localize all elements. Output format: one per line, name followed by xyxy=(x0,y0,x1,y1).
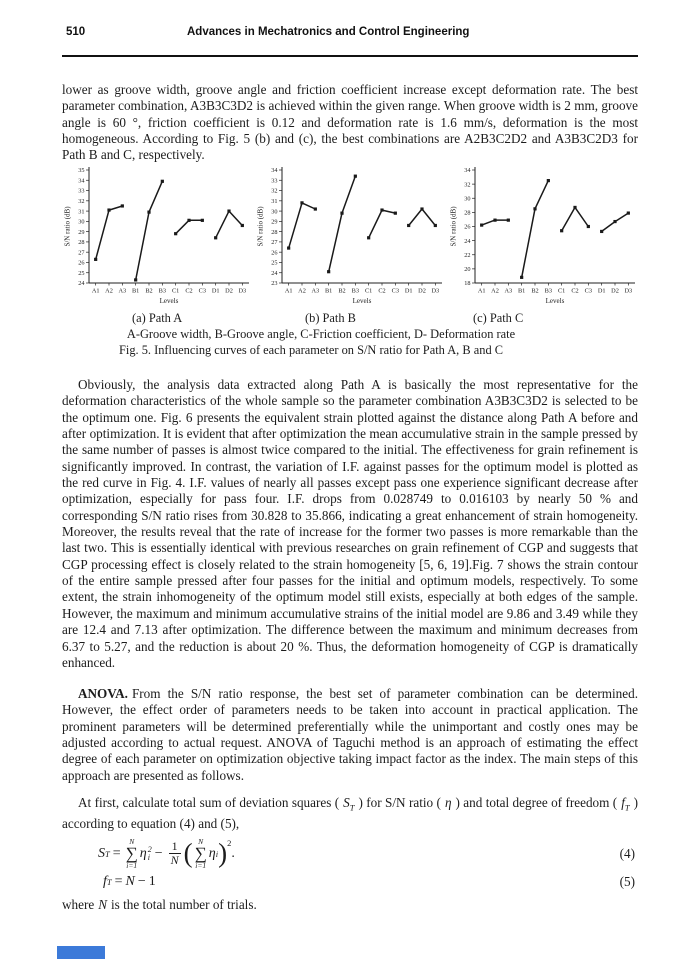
svg-text:31: 31 xyxy=(271,198,278,206)
svg-text:B3: B3 xyxy=(351,287,360,295)
svg-text:C2: C2 xyxy=(571,287,579,295)
where-line: where N is the total number of trials. xyxy=(62,897,257,912)
svg-text:C3: C3 xyxy=(584,287,593,295)
svg-text:D2: D2 xyxy=(611,287,619,295)
svg-text:A3: A3 xyxy=(118,287,127,295)
equation-4-number: (4) xyxy=(619,846,635,861)
svg-text:C2: C2 xyxy=(185,287,193,295)
equation-5 xyxy=(62,872,638,892)
svg-text:S/N ratio (dB): S/N ratio (dB) xyxy=(63,206,72,247)
svg-text:B1: B1 xyxy=(517,287,526,295)
svg-text:30: 30 xyxy=(78,218,85,226)
paragraph-2: Obviously, the analysis data extracted along Path A is basically the most representative for the deformation characteristics of the whole sample so the parameter combination A3B3C3D2 is selected to be the optimum one. Fig. 6 presents the equivalent strain plotted against the distance along Path A before and after optimization. It is evident that after optimization the mean accumulative strain in the sample pressed by the same number of passes is almost twice compared to the initial. The effectiveness for grain refinement is significantly improved. In contrast, the variation of I.F. against passes for the optimum model is plotted as the red curve in Fig. 4. I.F. values of nearly all passes except pass one experience significant decrease after optimization, especially for pass four. I.F. drops from 0.028749 to 0.016103 by nearly 50 % and corresponding S/N ratio rises from 30.828 to 35.866, indicating a great enhancement of strain homogeneity. Moreover, the results reveal that the rate of increase for the former two passes is more remarkable than the last two. This is essentially identical with previous researches on grain refinement of CGP and suggests that CGP processing effect is closely related to the strain homogeneity [5, 6, 19].Fig. 7 shows the strain contour of the entire sample pressed after four passes for the initial and optimum models, respectively. To some extent, the strain inhomogeneity of the optimum model still exists, especially at both edges of the sample. However, the maximum and minimum accumulative strains of the initial model are 9.86 and 3.49 while they are 12.4 and 7.13 after optimization. The difference between the maximum and minimum decreases from 6.37 to 5.27, and the reduction is about 20 %. Thus, the deformation homogeneity of CGP is dramatically enhanced. xyxy=(62,377,638,670)
chart-path-c xyxy=(448,164,641,309)
svg-text:D3: D3 xyxy=(624,287,633,295)
svg-text:30: 30 xyxy=(271,208,278,216)
svg-text:29: 29 xyxy=(78,228,85,236)
svg-text:S/N ratio (dB): S/N ratio (dB) xyxy=(256,206,265,247)
subcaption-b: (b) Path B xyxy=(305,311,356,325)
symbol-fT: f xyxy=(621,795,625,810)
symbol-ST: S xyxy=(343,795,350,810)
svg-text:29: 29 xyxy=(271,218,278,226)
svg-text:B2: B2 xyxy=(531,287,539,295)
svg-text:33: 33 xyxy=(78,187,85,195)
svg-text:D1: D1 xyxy=(597,287,606,295)
svg-text:B3: B3 xyxy=(158,287,167,295)
svg-text:D3: D3 xyxy=(431,287,440,295)
svg-text:C3: C3 xyxy=(391,287,400,295)
subcaption-a: (a) Path A xyxy=(132,311,183,325)
svg-text:C2: C2 xyxy=(378,287,386,295)
svg-text:25: 25 xyxy=(271,259,278,267)
svg-text:18: 18 xyxy=(464,280,471,288)
svg-text:D1: D1 xyxy=(211,287,220,295)
svg-text:32: 32 xyxy=(464,181,471,189)
paragraph-at-first: At first, calculate total sum of deviation squares ( $S_T$ ) for S/N ratio ( η ) and total degree of freedom ( $f_T$ ) according to equation (4) and (5), xyxy=(62,795,638,831)
svg-text:B2: B2 xyxy=(145,287,153,295)
svg-text:Levels: Levels xyxy=(545,297,565,305)
svg-text:A2: A2 xyxy=(298,287,306,295)
figure-5-charts xyxy=(62,164,642,309)
svg-text:24: 24 xyxy=(271,269,278,277)
svg-text:20: 20 xyxy=(464,266,471,274)
svg-text:30: 30 xyxy=(464,195,471,203)
figure-caption: Fig. 5. Influencing curves of each parameter on S/N ratio for Path A, B and C xyxy=(118,343,503,357)
svg-text:22: 22 xyxy=(464,251,471,259)
bottom-blue-annotation-box xyxy=(57,946,105,959)
symbol-eta: η xyxy=(444,795,452,810)
svg-text:34: 34 xyxy=(271,167,278,175)
anova-text: From the S/N ratio response, the best set of parameter combination can be determined. However, the effect order of parameters needs to be taken into account in practical application. The prominent parameters will be determined preferentially while the unimportant and costly ones may be adjusted according to actual request. ANOVA of Taguchi method is an approach of estimating the effect degree of each parameter on optimization objective taking impact factor as the index. The main steps of this approach are presented as follows. xyxy=(62,686,638,783)
svg-text:D2: D2 xyxy=(225,287,233,295)
sum-symbol: N ∑ i=1 xyxy=(125,837,138,871)
svg-text:28: 28 xyxy=(271,228,278,236)
svg-text:Levels: Levels xyxy=(352,297,372,305)
chart-path-a xyxy=(62,164,255,309)
equation-4-body: S T = N ∑ i=1 η 2 i − $\frac{1}{N}$ ( N ∑ i=1 η i ) $^2$ . xyxy=(98,837,235,871)
svg-text:32: 32 xyxy=(271,187,278,195)
svg-text:27: 27 xyxy=(271,239,278,247)
subcaption-c: (c) Path C xyxy=(473,311,524,325)
symbol-N: N xyxy=(98,897,108,912)
svg-text:27: 27 xyxy=(78,249,85,257)
figure-legend: A-Groove width, B-Groove angle, C-Friction coefficient, D- Deformation rate xyxy=(126,327,516,341)
svg-text:A1: A1 xyxy=(284,287,293,295)
fraction-1-over-N: $\frac{1}{N}$ xyxy=(170,839,179,868)
svg-text:Levels: Levels xyxy=(159,297,179,305)
svg-text:35: 35 xyxy=(78,167,85,175)
paragraph-anova xyxy=(62,686,638,784)
svg-text:33: 33 xyxy=(271,177,278,185)
svg-text:25: 25 xyxy=(78,269,85,277)
svg-text:C1: C1 xyxy=(557,287,566,295)
svg-text:A1: A1 xyxy=(477,287,486,295)
svg-text:A3: A3 xyxy=(504,287,513,295)
svg-text:A1: A1 xyxy=(91,287,100,295)
svg-text:24: 24 xyxy=(464,237,471,245)
equation-4 xyxy=(62,831,638,877)
svg-text:D3: D3 xyxy=(238,287,247,295)
svg-text:B3: B3 xyxy=(544,287,553,295)
svg-text:B2: B2 xyxy=(338,287,346,295)
svg-text:34: 34 xyxy=(464,167,471,175)
svg-text:C1: C1 xyxy=(171,287,180,295)
svg-text:D1: D1 xyxy=(404,287,413,295)
header-rule xyxy=(62,55,638,57)
svg-text:C3: C3 xyxy=(198,287,207,295)
chart-path-b xyxy=(255,164,448,309)
svg-text:34: 34 xyxy=(78,177,85,185)
svg-text:24: 24 xyxy=(78,280,85,288)
paragraph-1: lower as groove width, groove angle and friction coefficient increase except deformation rate. The best parameter combination, A3B3C3D2 is achieved within the given range. When groove width is 2 mm, groove angle is 60 °, friction coefficient is 0.12 and deformation rate is 1.6 mm/s, deformation is the most homogeneous. According to Fig. 5 (b) and (c), the best combinations are A2B3C2D2 and A3B3C2D3 for Path B and C, respectively. xyxy=(62,82,638,163)
svg-text:28: 28 xyxy=(78,239,85,247)
svg-text:D2: D2 xyxy=(418,287,426,295)
svg-text:A2: A2 xyxy=(105,287,113,295)
page-number: 510 xyxy=(66,26,86,38)
svg-text:31: 31 xyxy=(78,208,85,216)
running-title: Advances in Mechatronics and Control Engineering xyxy=(187,26,470,38)
svg-text:B1: B1 xyxy=(131,287,140,295)
svg-text:23: 23 xyxy=(271,280,278,288)
anova-heading: ANOVA. xyxy=(78,686,128,701)
equation-5-number: (5) xyxy=(619,874,635,889)
svg-text:32: 32 xyxy=(78,198,85,206)
svg-text:C1: C1 xyxy=(364,287,373,295)
svg-text:S/N ratio (dB): S/N ratio (dB) xyxy=(449,206,458,247)
svg-text:A2: A2 xyxy=(491,287,499,295)
svg-text:26: 26 xyxy=(78,259,85,267)
svg-text:26: 26 xyxy=(271,249,278,257)
sum-symbol: N ∑ i=1 xyxy=(194,837,207,871)
svg-text:B1: B1 xyxy=(324,287,333,295)
svg-text:26: 26 xyxy=(464,223,471,231)
svg-text:A3: A3 xyxy=(311,287,320,295)
svg-text:28: 28 xyxy=(464,209,471,217)
equation-5-body: f T = N − 1 xyxy=(103,874,156,889)
